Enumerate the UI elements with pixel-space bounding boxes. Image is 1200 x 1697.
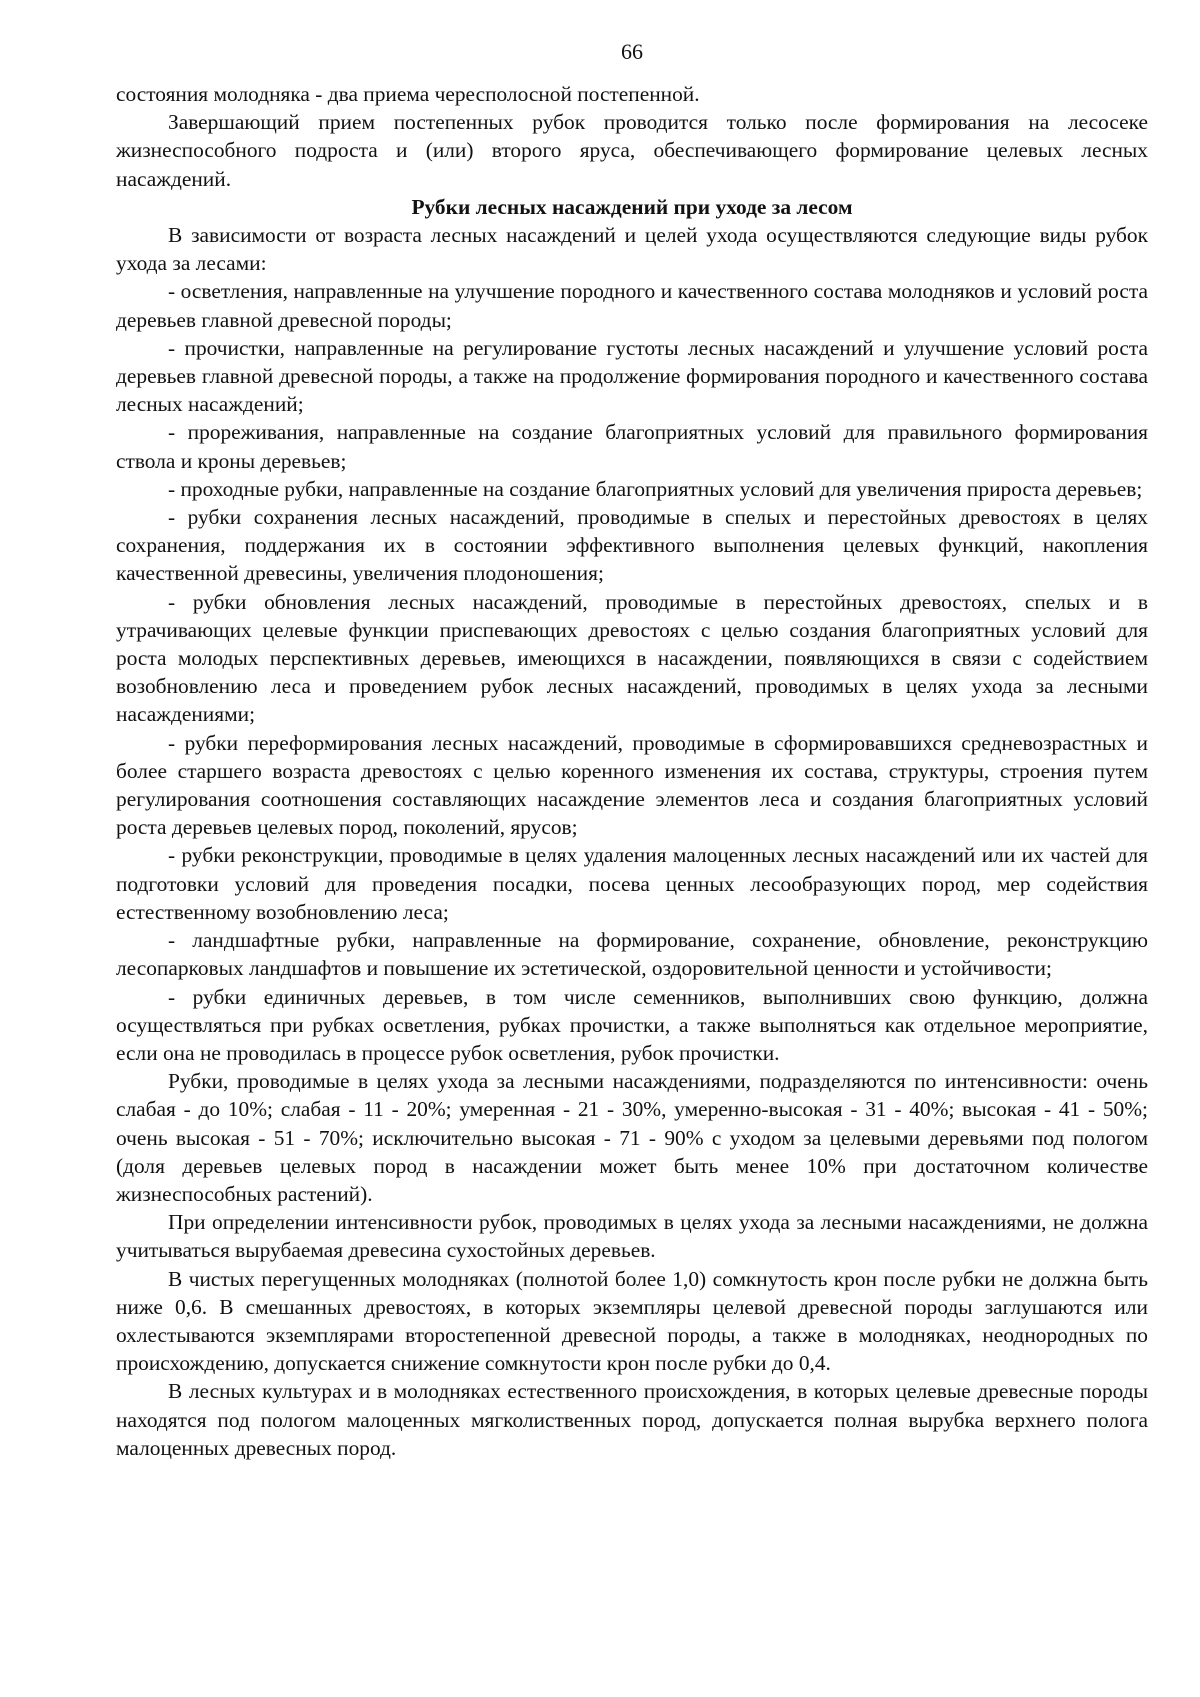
paragraph: При определении интенсивности рубок, проводимых в целях ухода за лесными насаждениями, не должна учитываться вырубаемая древесина сухостойных деревьев. — [116, 1210, 1148, 1263]
paragraph: В зависимости от возраста лесных насаждений и целей ухода осуществляются следующие виды рубок ухода за лесами: — [116, 223, 1148, 276]
section-heading: Рубки лесных насаждений при уходе за лесом — [411, 194, 853, 219]
list-item: - прореживания, направленные на создание благоприятных условий для правильного формирования ствола и кроны деревьев; — [116, 420, 1148, 473]
list-item: - ландшафтные рубки, направленные на формирование, сохранение, обновление, реконструкцию лесопарковых ландшафтов и повышение их эстетической, оздоровительной ценности и устойчивости; — [116, 928, 1148, 981]
page-number: 66 — [621, 39, 643, 64]
paragraph: В чистых перегущенных молодняках (полнотой более 1,0) сомкнутость крон после рубки не должна быть ниже 0,6. В смешанных древостоях, в которых экземпляры целевой древесной породы заглушаются или охлестываются экземплярами второстепенной древесной породы, а также в молодняках, неоднородных по происхождению, допускается снижение сомкнутости крон после рубки до 0,4. — [116, 1266, 1148, 1376]
list-item: - рубки переформирования лесных насаждений, проводимые в сформировавшихся средневозрастных и более старшего возраста древостоях с целью коренного изменения их состава, структуры, строения путем регулирования соотношения составляющих насаждение элементов леса и создания благоприятных условий роста деревьев целевых пород, поколений, ярусов; — [116, 730, 1148, 840]
paragraph: В лесных культурах и в молодняках естественного происхождения, в которых целевые древесные породы находятся под пологом малоценных мягколиственных пород, допускается полная вырубка верхнего полога малоценных древесных пород. — [116, 1379, 1148, 1460]
paragraph: состояния молодняка - два приема чересполосной постепенной. — [116, 82, 700, 106]
list-item: - рубки единичных деревьев, в том числе семенников, выполнивших свою функцию, должна осуществляться при рубках осветления, рубках прочистки, а также выполняться как отдельное мероприятие, если она не проводилась в процессе рубок осветления, рубок прочистки. — [116, 984, 1148, 1065]
paragraph: Завершающий прием постепенных рубок проводится только после формирования на лесосеке жизнеспособного подроста и (или) второго яруса, обеспечивающего формирование целевых лесных насаждений. — [116, 110, 1148, 191]
document-body — [116, 80, 1148, 1462]
list-item: - проходные рубки, направленные на создание благоприятных условий для увеличения прироста деревьев; — [168, 476, 1143, 501]
document-page — [116, 38, 1148, 1462]
paragraph: Рубки, проводимые в целях ухода за лесными насаждениями, подразделяются по интенсивности: очень слабая - до 10%; слабая - 11 - 20%; умеренная - 21 - 30%, умеренно-высокая - 31 - 40%; высокая - 41 - 50%; очень высокая - 51 - 70%; исключительно высокая - 71 - 90% с уходом за целевыми деревьями под пологом (доля деревьев целевых пород в насаждении может быть менее 10% при достаточном количестве жизнеспособных растений). — [116, 1069, 1148, 1206]
list-item: - рубки сохранения лесных насаждений, проводимые в спелых и перестойных древостоях в целях сохранения, поддержания их в состоянии эффективного выполнения целевых функций, накопления качественной древесины, увеличения плодоношения; — [116, 505, 1148, 586]
list-item: - осветления, направленные на улучшение породного и качественного состава молодняков и условий роста деревьев главной древесной породы; — [116, 279, 1148, 332]
list-item: - рубки обновления лесных насаждений, проводимые в перестойных древостоях, спелых и в утрачивающих целевые функции приспевающих древостоях с целью создания благоприятных условий для роста молодых перспективных деревьев, имеющихся в насаждении, появляющихся в связи с содействием возобновлению леса и проведением рубок лесных насаждений, проводимых в целях ухода за лесными насаждениями; — [116, 589, 1148, 727]
list-item: - рубки реконструкции, проводимые в целях удаления малоценных лесных насаждений или их частей для подготовки условий для проведения посадки, посева ценных лесообразующих пород, мер содействия естественному возобновлению леса; — [116, 843, 1148, 924]
list-item: - прочистки, направленные на регулирование густоты лесных насаждений и улучшение условий роста деревьев главной древесной породы, а также на продолжение формирования породного и качественного состава лесных насаждений; — [116, 335, 1148, 417]
